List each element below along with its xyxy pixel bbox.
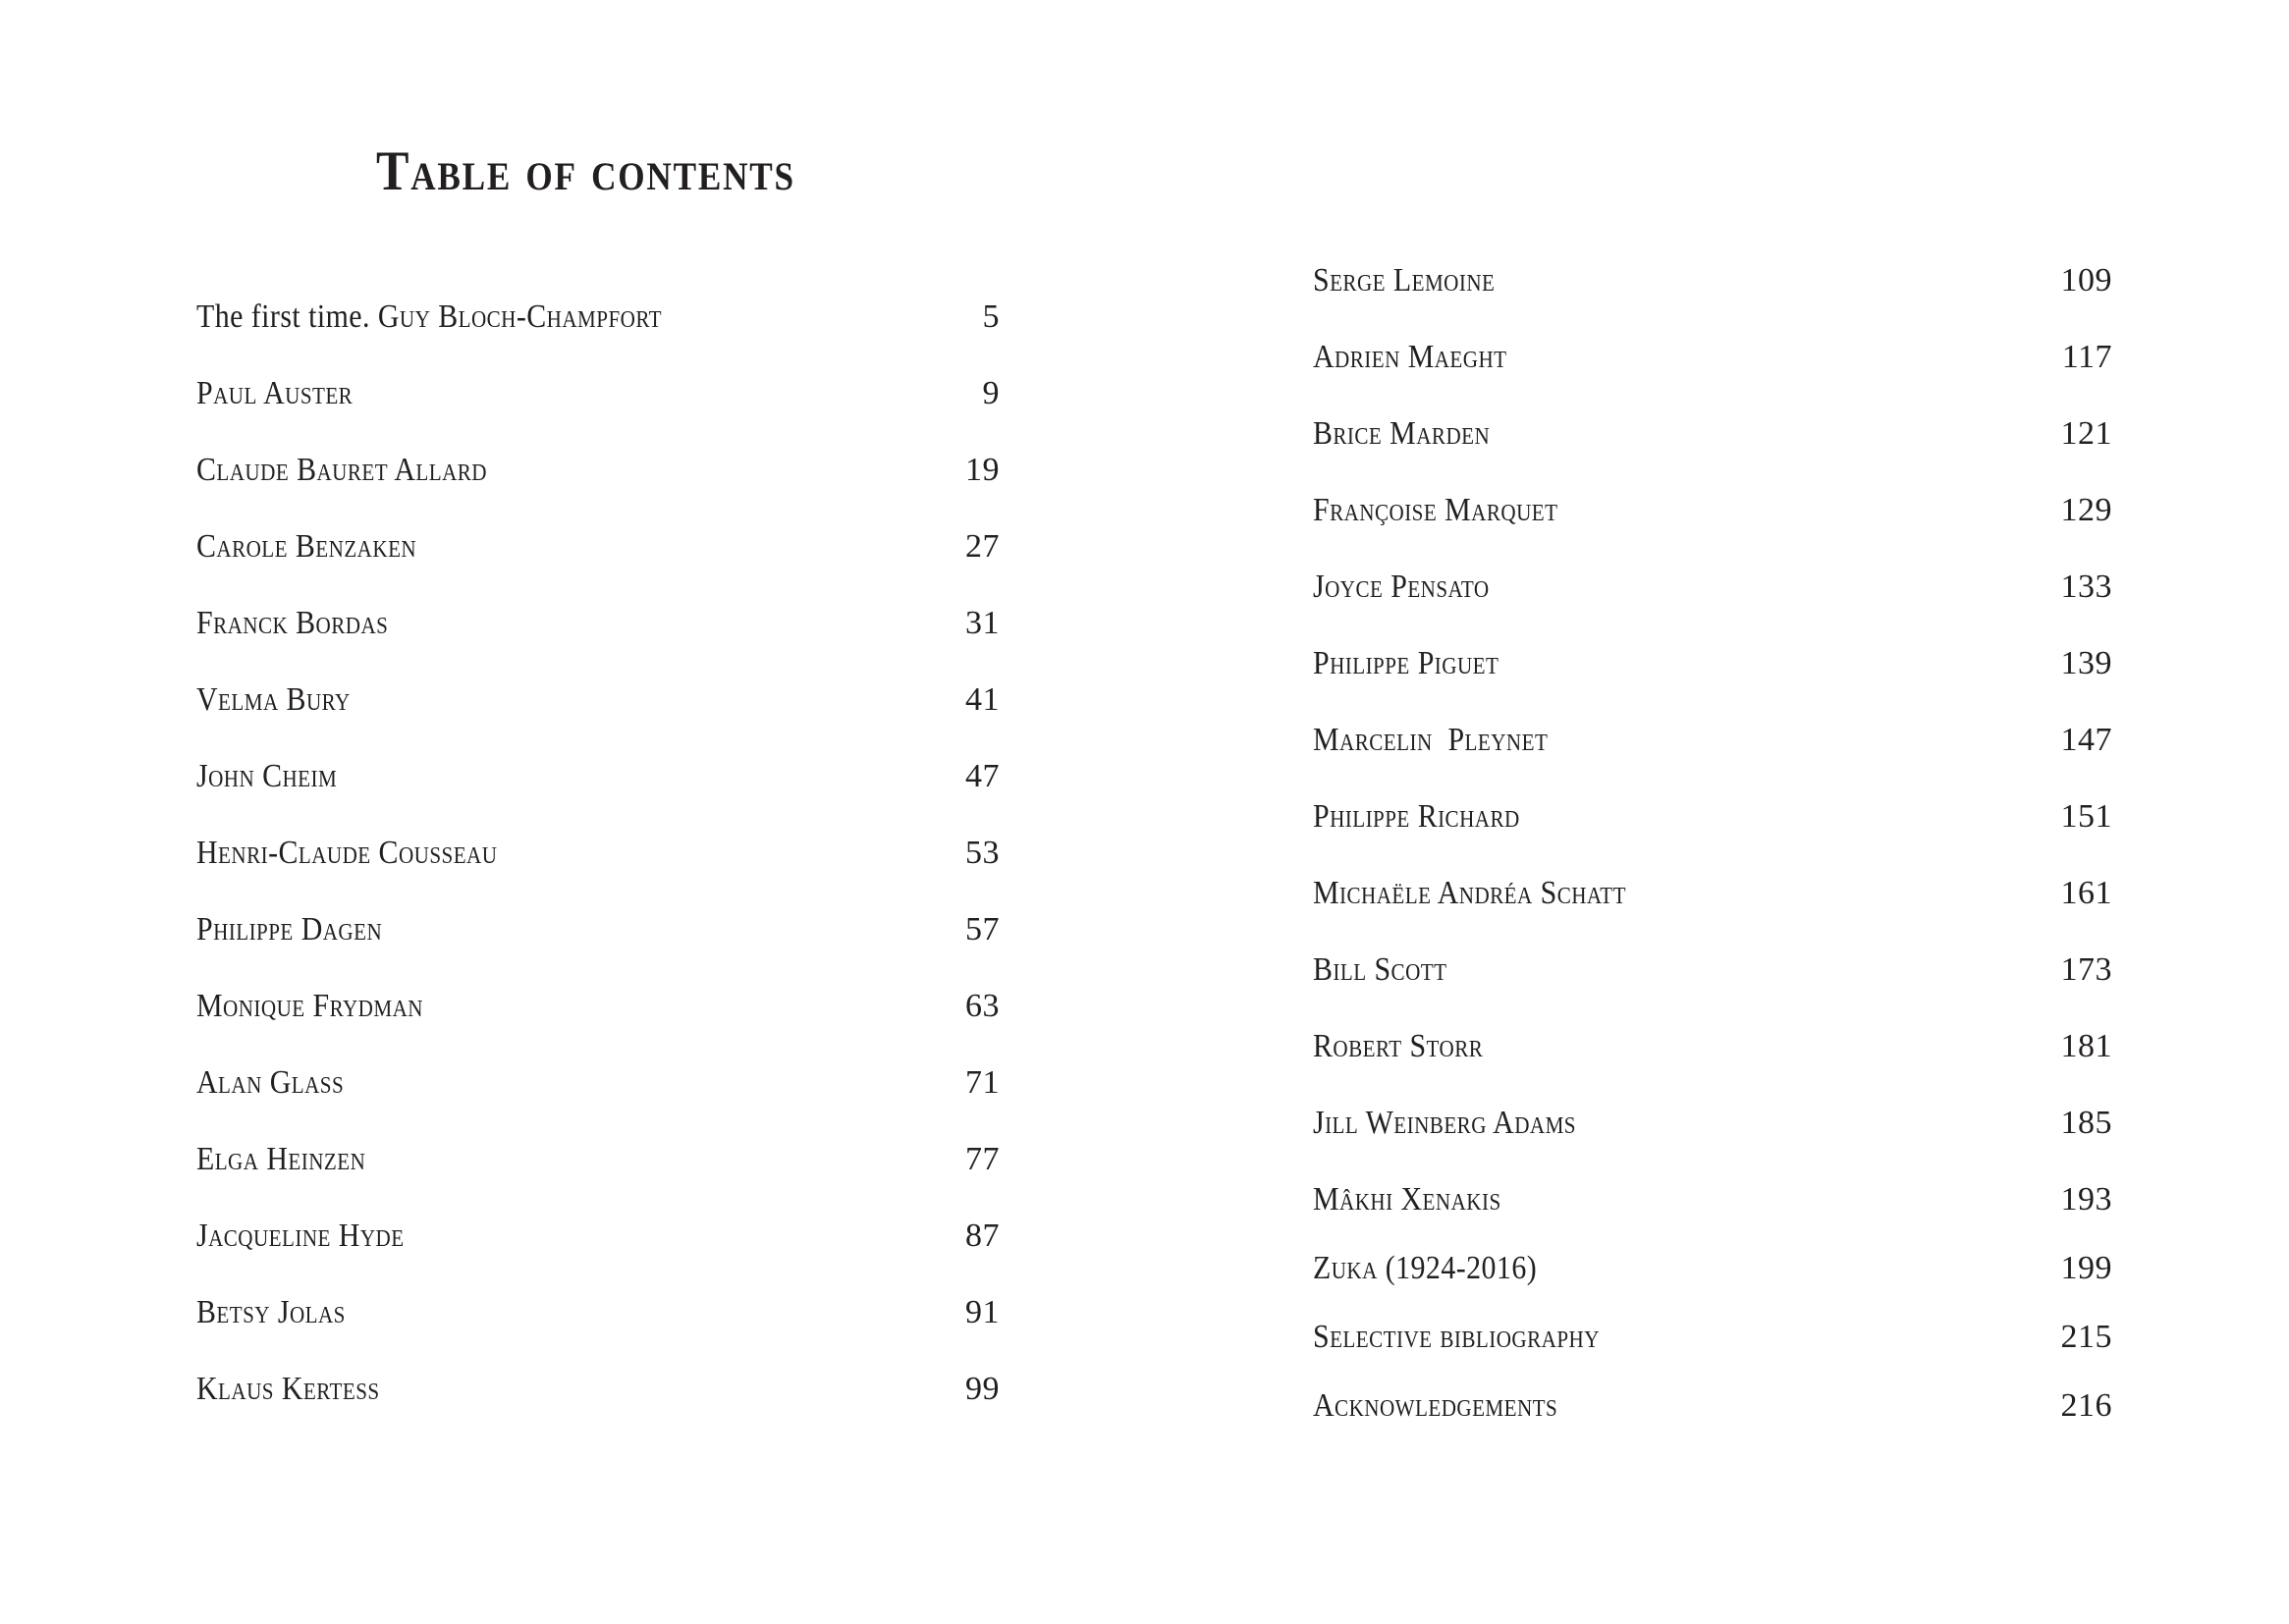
toc-entry [196,607,1000,683]
toc-entry-page: 19 [965,452,1000,488]
toc-entry [196,1296,1000,1373]
toc-entry-prefix: The first time. [196,298,378,335]
toc-entry-title [1313,647,1499,680]
toc-entry [1313,417,2112,494]
toc-entry-page: 27 [965,528,1000,565]
toc-entry-page: 31 [965,605,1000,641]
toc-entry-name: Betsy Jolas [196,1294,346,1330]
toc-entry-name: Bill Scott [1313,951,1447,988]
toc-entry-page: 216 [2060,1387,2112,1424]
toc-entry-page: 193 [2060,1181,2112,1218]
toc-entry-page: 5 [982,298,1000,335]
toc-entry [1313,494,2112,570]
toc-entry-page: 53 [965,835,1000,871]
toc-entry-page: 161 [2060,875,2112,911]
toc-entry [196,1143,1000,1219]
toc-entry-page: 63 [965,988,1000,1024]
toc-entry-title [1313,570,1490,604]
toc-entry-name: Philippe Dagen [196,911,383,947]
toc-entry-name: Adrien Maeght [1313,339,1507,375]
toc-entry [1313,1107,2112,1183]
toc-entry [196,377,1000,454]
toc-entry-title [1313,724,1548,757]
toc-entry-name: Brice Marden [1313,415,1491,452]
toc-entry-page: 139 [2060,645,2112,681]
toc-entry-title [196,1373,380,1406]
toc-entry-name: Jill Weinberg Adams [1313,1105,1577,1141]
toc-entry-page: 121 [2060,415,2112,452]
toc-entry-title [1313,417,1490,451]
toc-entry-name: Mâkhi Xenakis [1313,1181,1501,1218]
toc-entry-name: Guy Bloch-Champfort [377,298,662,335]
toc-entry-page: 185 [2060,1105,2112,1141]
toc-entry-page: 91 [965,1294,1000,1330]
toc-entry-page: 129 [2060,492,2112,528]
page-title: Table of contents [376,140,795,202]
toc-entry-name: Claude Bauret Allard [196,452,487,488]
toc-entry-title [1313,264,1495,298]
toc-entry-name: Joyce Pensato [1313,568,1490,605]
toc-entry-name: Philippe Piguet [1313,645,1499,681]
toc-entry-page: 117 [2061,339,2112,375]
toc-entry-title [196,1219,405,1253]
toc-entry-name: Paul Auster [196,375,354,411]
toc-entry-name: Françoise Marquet [1313,492,1558,528]
toc-entry-title [1313,494,1557,527]
toc-entry [196,913,1000,990]
toc-entry-title [1313,1321,1600,1354]
toc-entry [1313,570,2112,647]
toc-entry-page: 173 [2060,951,2112,988]
toc-column-left [196,300,1000,1449]
toc-entry [1313,1389,2112,1458]
toc-entry-name: Zuka (1924-2016) [1313,1250,1538,1286]
toc-entry-title [196,760,337,793]
toc-entry-page: 77 [965,1141,1000,1177]
toc-entry [196,1066,1000,1143]
toc-entry-name: Velma Bury [196,681,351,718]
toc-entry-title [1313,953,1446,987]
toc-entry-title [1313,1252,1537,1285]
toc-entry-name: Elga Heinzen [196,1141,366,1177]
toc-entry-title [196,300,662,334]
toc-entry-title [196,1296,346,1329]
toc-entry-name: Alan Glass [196,1064,345,1101]
toc-entry-page: 215 [2060,1319,2112,1355]
toc-entry-title [196,913,382,947]
toc-entry-name: Selective bibliography [1313,1319,1600,1355]
toc-entry-name: Acknowledgements [1313,1387,1558,1424]
toc-entry [1313,1321,2112,1389]
toc-entry-name: Monique Frydman [196,988,423,1024]
toc-entry [196,760,1000,837]
toc-entry-page: 9 [982,375,1000,411]
toc-entry-title [1313,877,1626,910]
toc-entry-title [196,837,497,870]
toc-entry-title [196,683,351,717]
toc-entry-title [196,1066,344,1100]
toc-entry [1313,800,2112,877]
toc-entry-page: 57 [965,911,1000,947]
toc-entry-name: Philippe Richard [1313,798,1520,835]
toc-entry-name: Henri-Claude Cousseau [196,835,498,871]
toc-entry-title [196,990,423,1023]
toc-entry [196,990,1000,1066]
toc-entry-page: 151 [2060,798,2112,835]
toc-entry-name: Michaële Andréa Schatt [1313,875,1626,911]
toc-entry-name: Franck Bordas [196,605,389,641]
toc-entry-name: Klaus Kertess [196,1371,380,1407]
toc-entry [1313,1030,2112,1107]
toc-entry [196,1373,1000,1449]
toc-entry-name: John Cheim [196,758,338,794]
toc-entry-page: 41 [965,681,1000,718]
toc-entry-title [1313,1030,1483,1063]
toc-entry-title [196,607,388,640]
toc-entry-title [196,454,487,487]
toc-entry-name: Jacqueline Hyde [196,1218,405,1254]
toc-entry-name: Robert Storr [1313,1028,1484,1064]
toc-entry-title [1313,1107,1576,1140]
toc-entry-title [196,377,353,410]
toc-entry-page: 199 [2060,1250,2112,1286]
toc-entry-name: Carole Benzaken [196,528,417,565]
toc-entry-page: 87 [965,1218,1000,1254]
toc-entry [196,837,1000,913]
toc-entry [1313,1183,2112,1252]
toc-entry [196,530,1000,607]
toc-entry-title [1313,341,1507,374]
toc-entry [1313,877,2112,953]
toc-entry [196,683,1000,760]
toc-entry [196,454,1000,530]
toc-entry [196,1219,1000,1296]
toc-entry [1313,953,2112,1030]
toc-entry-page: 47 [965,758,1000,794]
toc-entry-title [196,530,416,564]
toc-entry-title [1313,1183,1501,1217]
toc-entry-name: Serge Lemoine [1313,262,1496,298]
toc-entry-page: 133 [2060,568,2112,605]
toc-column-right [1313,264,2112,1458]
toc-entry [1313,647,2112,724]
toc-entry [196,300,1000,377]
toc-entry-name: Marcelin Pleynet [1313,722,1549,758]
toc-entry-page: 71 [965,1064,1000,1101]
toc-entry [1313,1252,2112,1321]
toc-entry [1313,264,2112,341]
toc-entry-page: 181 [2060,1028,2112,1064]
toc-entry-page: 99 [965,1371,1000,1407]
toc-entry-page: 147 [2060,722,2112,758]
toc-entry [1313,341,2112,417]
toc-entry-title [1313,1389,1557,1423]
toc-entry-title [196,1143,365,1176]
toc-entry-page: 109 [2060,262,2112,298]
toc-entry-title [1313,800,1520,834]
toc-entry [1313,724,2112,800]
